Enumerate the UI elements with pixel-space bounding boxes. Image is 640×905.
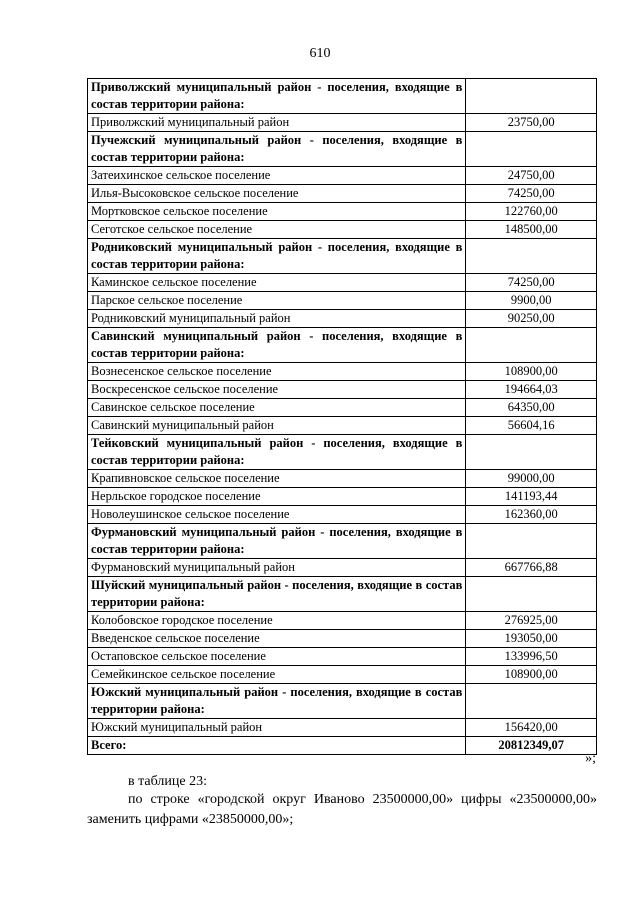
table-row	[88, 114, 597, 132]
amount-cell: 122760,00	[466, 203, 597, 221]
settlement-name-cell: Воскресенское сельское поселение	[88, 381, 466, 399]
settlement-name-cell: Родниковский муниципальный район	[88, 310, 466, 328]
settlement-name-cell: Южский муниципальный район	[88, 719, 466, 737]
table-body	[88, 79, 597, 755]
district-header-row	[88, 328, 597, 363]
amount-cell: 9900,00	[466, 292, 597, 310]
amount-cell: 133996,50	[466, 648, 597, 666]
amount-cell	[466, 577, 597, 612]
table-row	[88, 292, 597, 310]
amount-cell: 148500,00	[466, 221, 597, 239]
table-row	[88, 399, 597, 417]
amount-cell: 90250,00	[466, 310, 597, 328]
amount-cell	[466, 132, 597, 167]
settlement-name-cell: Нерльское городское поселение	[88, 488, 466, 506]
settlement-name-cell: Савинский муниципальный район	[88, 417, 466, 435]
instruction-paragraph-2: по строке «городской округ Иваново 23500000,00» цифры «23500000,00» заменить цифрами «23850000,00»;	[87, 792, 597, 827]
settlement-name-cell: Фурмановский муниципальный район	[88, 559, 466, 577]
amount-cell	[466, 684, 597, 719]
table-row	[88, 506, 597, 524]
amount-cell	[466, 79, 597, 114]
amount-cell: 99000,00	[466, 470, 597, 488]
amount-cell: 74250,00	[466, 274, 597, 292]
table-row	[88, 666, 597, 684]
total-label: Всего:	[88, 737, 466, 755]
district-header-row	[88, 239, 597, 274]
amount-cell: 141193,44	[466, 488, 597, 506]
amount-cell: 276925,00	[466, 612, 597, 630]
table-row	[88, 203, 597, 221]
table-row	[88, 381, 597, 399]
table-row	[88, 417, 597, 435]
settlement-name-cell: Фурмановский муниципальный район - поселения, входящие в состав территории района:	[88, 524, 466, 559]
table-row	[88, 488, 597, 506]
amount-cell: 194664,03	[466, 381, 597, 399]
amount-cell: 193050,00	[466, 630, 597, 648]
settlement-name-cell: Южский муниципальный район - поселения, входящие в состав территории района:	[88, 684, 466, 719]
settlement-name-cell: Тейковский муниципальный район - поселения, входящие в состав территории района:	[88, 435, 466, 470]
table-row	[88, 310, 597, 328]
settlement-name-cell: Вознесенское сельское поселение	[88, 363, 466, 381]
table-row	[88, 630, 597, 648]
settlement-name-cell: Приволжский муниципальный район	[88, 114, 466, 132]
amount-cell: 108900,00	[466, 363, 597, 381]
amount-cell	[466, 328, 597, 363]
total-value: 20812349,07	[466, 737, 597, 755]
settlement-name-cell: Пучежский муниципальный район - поселения, входящие в состав территории района:	[88, 132, 466, 167]
table-row	[88, 648, 597, 666]
settlement-name-cell: Остаповское сельское поселение	[88, 648, 466, 666]
closing-quote-mark: »;	[585, 751, 596, 766]
settlement-name-cell: Илья-Высоковское сельское поселение	[88, 185, 466, 203]
instruction-paragraph-1: в таблице 23:	[128, 774, 207, 789]
table-row	[88, 167, 597, 185]
table-row	[88, 612, 597, 630]
table-row	[88, 185, 597, 203]
settlement-name-cell: Савинский муниципальный район - поселения, входящие в состав территории района:	[88, 328, 466, 363]
settlement-name-cell: Новолеушинское сельское поселение	[88, 506, 466, 524]
amount-cell	[466, 239, 597, 274]
district-header-row	[88, 524, 597, 559]
amount-cell: 74250,00	[466, 185, 597, 203]
district-header-row	[88, 132, 597, 167]
amount-cell: 156420,00	[466, 719, 597, 737]
amount-cell: 108900,00	[466, 666, 597, 684]
settlement-name-cell: Савинское сельское поселение	[88, 399, 466, 417]
settlement-name-cell: Сеготское сельское поселение	[88, 221, 466, 239]
amount-cell: 162360,00	[466, 506, 597, 524]
settlement-name-cell: Каминское сельское поселение	[88, 274, 466, 292]
amount-cell: 667766,88	[466, 559, 597, 577]
amount-cell: 24750,00	[466, 167, 597, 185]
district-header-row	[88, 577, 597, 612]
table-row	[88, 221, 597, 239]
district-header-row	[88, 684, 597, 719]
table-row	[88, 274, 597, 292]
settlement-name-cell: Парское сельское поселение	[88, 292, 466, 310]
table-row	[88, 719, 597, 737]
allocation-table	[87, 78, 597, 755]
settlement-name-cell: Затеихинское сельское поселение	[88, 167, 466, 185]
settlement-name-cell: Колобовское городское поселение	[88, 612, 466, 630]
settlement-name-cell: Введенское сельское поселение	[88, 630, 466, 648]
settlement-name-cell: Мортковское сельское поселение	[88, 203, 466, 221]
amount-cell	[466, 524, 597, 559]
table-row	[88, 470, 597, 488]
settlement-name-cell: Шуйский муниципальный район - поселения, входящие в состав территории района:	[88, 577, 466, 612]
district-header-row	[88, 435, 597, 470]
table-row	[88, 559, 597, 577]
amount-cell: 56604,16	[466, 417, 597, 435]
settlement-name-cell: Крапивновское сельское поселение	[88, 470, 466, 488]
settlement-name-cell: Семейкинское сельское поселение	[88, 666, 466, 684]
amount-cell: 64350,00	[466, 399, 597, 417]
settlement-name-cell: Приволжский муниципальный район - поселения, входящие в состав территории района:	[88, 79, 466, 114]
page-number: 610	[309, 46, 331, 61]
district-header-row	[88, 79, 597, 114]
table-row	[88, 363, 597, 381]
amount-cell: 23750,00	[466, 114, 597, 132]
amount-cell	[466, 435, 597, 470]
settlement-name-cell: Родниковский муниципальный район - поселения, входящие в состав территории района:	[88, 239, 466, 274]
